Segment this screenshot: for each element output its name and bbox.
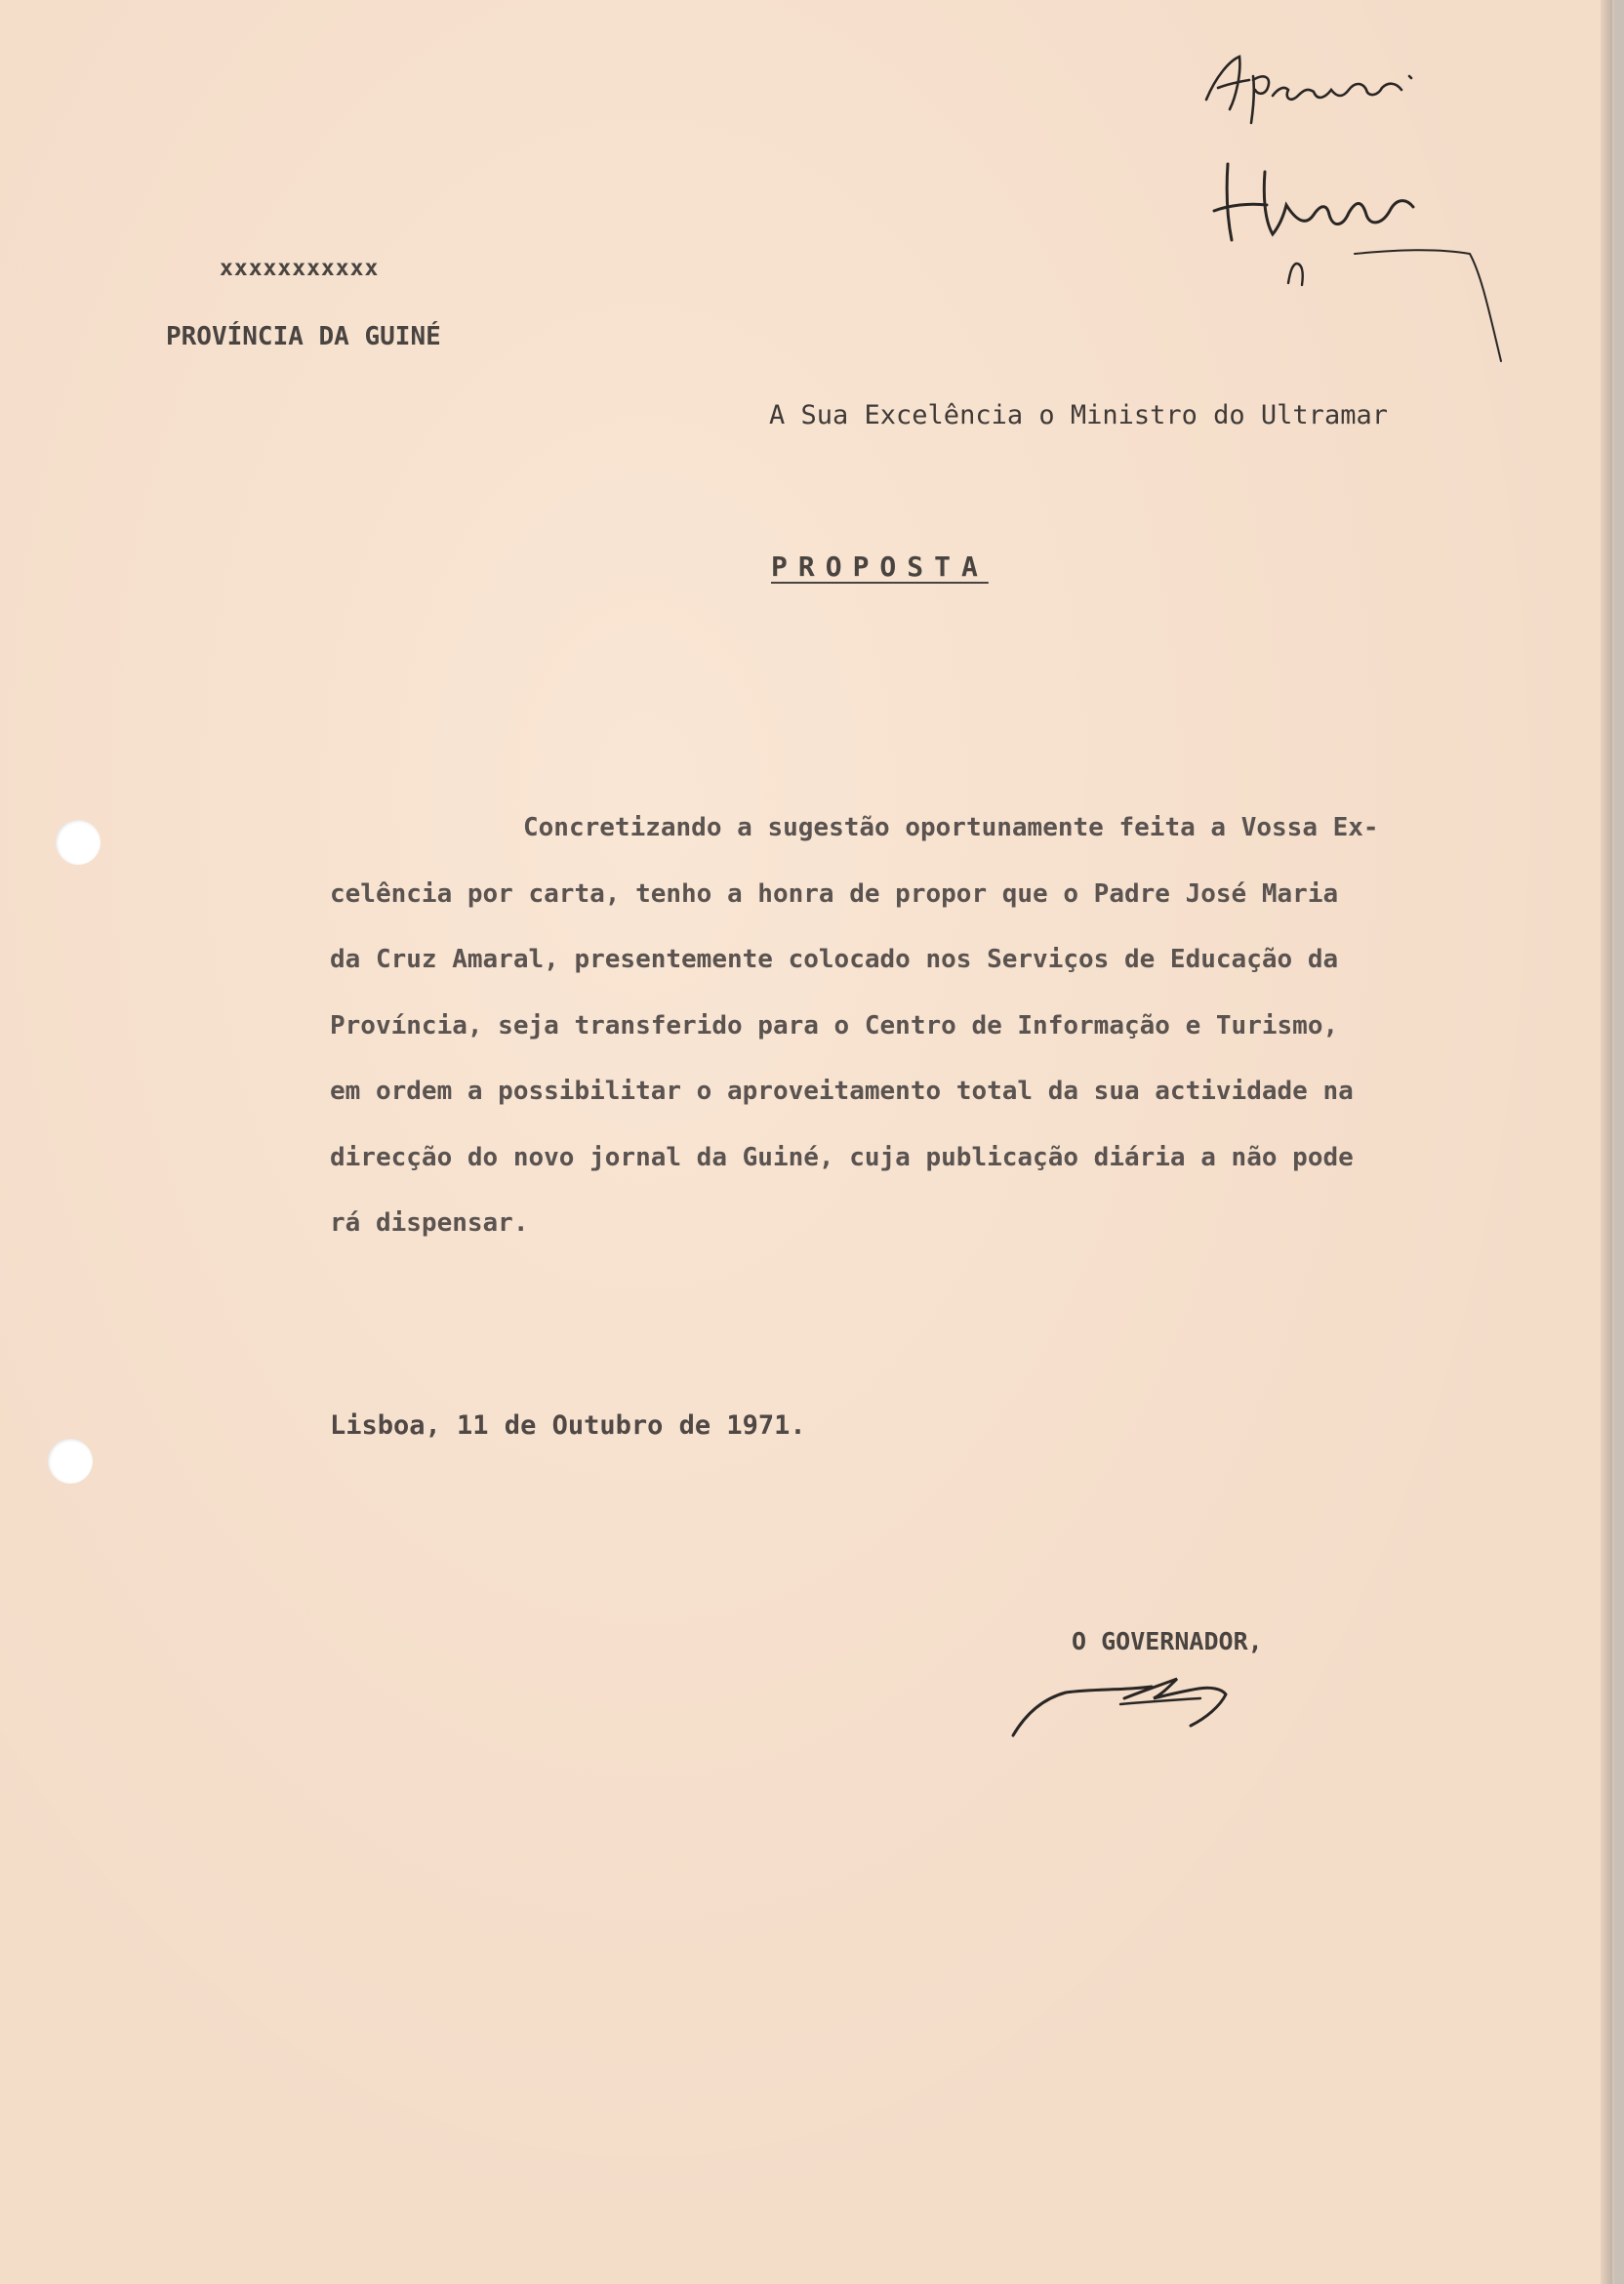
governor-signature	[1005, 1650, 1279, 1757]
punch-hole-bottom	[48, 1439, 93, 1484]
document-title: PROPOSTA	[771, 551, 989, 583]
body-line: Província, seja transferido para o Centro de Informação e Turismo,	[330, 1010, 1339, 1040]
body-line: em ordem a possibilitar o aproveitamento total da sua actividade na	[330, 1077, 1354, 1106]
signer-title: O GOVERNADOR,	[1072, 1627, 1263, 1655]
body-line: rá dispensar.	[330, 1208, 529, 1238]
struck-header-line: xxxxxxxxxxx	[220, 256, 380, 281]
body-line: da Cruz Amaral, presentemente colocado nos Serviços de Educação da	[330, 945, 1339, 974]
body-line: celência por carta, tenho a honra de propor que o Padre José Maria	[330, 878, 1339, 909]
handwritten-approval-annotation	[1171, 20, 1542, 410]
addressee-line: A Sua Excelência o Ministro do Ultramar	[769, 400, 1388, 430]
body-line: Concretizando a sugestão oportunamente feita a Vossa Ex-	[523, 813, 1379, 842]
province-header: PROVÍNCIA DA GUINÉ	[166, 322, 441, 351]
proposal-body	[330, 795, 1521, 1257]
body-line: direcção do novo jornal da Guiné, cuja publicação diária a não pode	[330, 1142, 1354, 1172]
place-and-date: Lisboa, 11 de Outubro de 1971.	[330, 1410, 806, 1441]
paper-edge-shadow	[1601, 0, 1612, 2284]
punch-hole-top	[56, 820, 101, 865]
